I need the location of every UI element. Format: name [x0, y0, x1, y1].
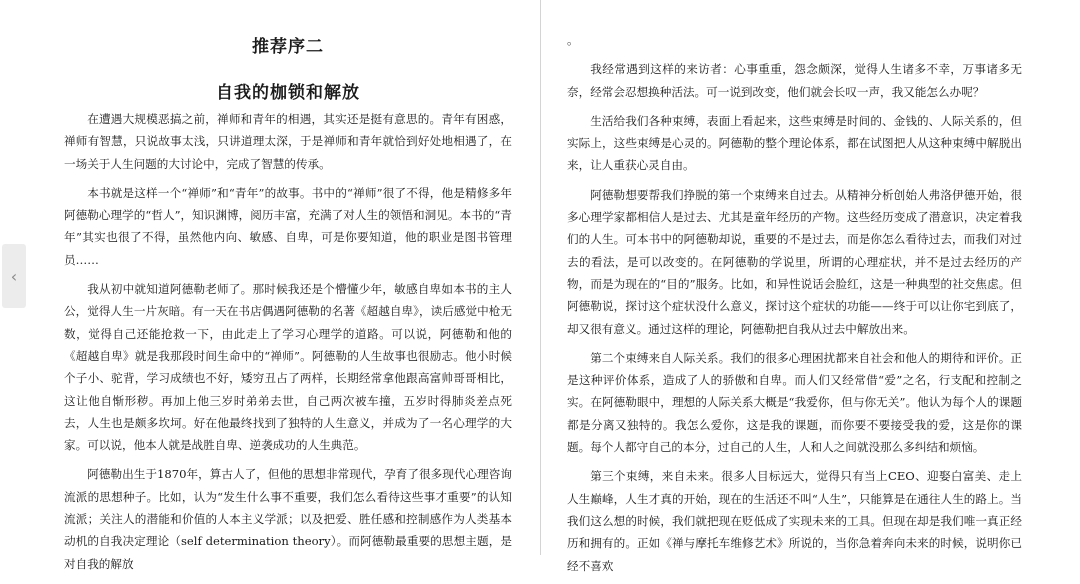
- chapter-title: 自我的枷锁和解放: [216, 83, 360, 103]
- section-pretitle: 推荐序二: [252, 37, 324, 57]
- paragraph: 本书就是这样一个“禅师”和“青年”的故事。书中的“禅师”很了不得，他是精修多年阿德勒心理学的“哲人”，知识渊博，阅历丰富，充满了对人生的领悟和洞见。本书的“青年”其实也很了不得，虽然他内向、敏感、自卑，可是你要知道，他的职业是图书管理员……: [64, 185, 512, 267]
- paragraph: 阿德勒想要帮我们挣脱的第一个束缚来自过去。从精神分析创始人弗洛伊德开始，很多心理学家都相信人是过去、尤其是童年经历的产物。这些经历变成了潜意识，决定着我们的人生。可本书中的阿德勒却说，重要的不是过去，而是你怎么看待过去，而我们对过去的看法，是可以改变的。在阿德勒的学说里，所谓的心理症状，并不是过去经历的产物，而是为现在的“目的”服务。比如，和异性说话会脸红，这是一种典型的社交焦虑。但阿德勒说，探讨这个症状没什么意义，探讨这个症状的功能——终于可以让你宅到底了，却又很有意义。通过这样的理论，阿德勒把自我从过去中解放出来。: [567, 187, 1022, 336]
- left-page-body: [64, 108, 512, 582]
- previous-page-button[interactable]: [2, 244, 26, 308]
- paragraph: 第三个束缚，来自未来。很多人目标远大，觉得只有当上CEO、迎娶白富美、走上人生巅峰，人生才真的开始，现在的生活还不叫“人生”，只能算是在通往人生的路上。当我们这么想的时候，我们就把现在贬低成了实现未来的工具。但现在却是我们唯一真正经历和拥有的。正如《禅与摩托车维修艺术》所说的，当你急着奔向未来的时候，说明你已经不喜欢: [567, 469, 1022, 573]
- right-page: [541, 0, 1080, 573]
- paragraph: 我从初中就知道阿德勒老师了。那时候我还是个懵懂少年，敏感自卑如本书的主人公，觉得人生一片灰暗。有一天在书店偶遇阿德勒的名著《超越自卑》，读后感觉中枪无数，觉得自己还能抢救一下，由此走上了学习心理学的道路。可以说，阿德勒和他的《超越自卑》就是我那段时间生命中的“禅师”。阿德勒的人生故事也很励志。他小时候个子小、驼背，学习成绩也不好，矮穷丑占了两样，长期经常拿他跟高富帅哥哥相比，这让他自惭形秽。再加上他三岁时弟弟去世，自己两次被车撞，五岁时得肺炎差点死去，人生也是颇多坎坷。好在他最终找到了独特的人生意义，并成为了一名心理学的大家。可以说，他本人就是战胜自卑、逆袭成功的人生典范。: [64, 282, 512, 453]
- paragraph: 。: [567, 33, 579, 47]
- paragraph: 在遭遇大规模恶搞之前，禅师和青年的相遇，其实还是挺有意思的。青年有困惑，禅师有智慧，只说故事太浅，只讲道理太深，于是禅师和青年就恰到好处地相遇了，在一场关于人生问题的大讨论中，完成了智慧的传承。: [64, 112, 512, 171]
- left-page: [0, 0, 540, 571]
- chevron-left-icon: ‹: [10, 266, 18, 286]
- paragraph: 生活给我们各种束缚，表面上看起来，这些束缚是时间的、金钱的、人际关系的，但实际上，这些束缚是心灵的。阿德勒的整个理论体系，都在试图把人从这种束缚中解脱出来，让人重获心灵自由。: [567, 113, 1022, 173]
- right-page-body: [567, 29, 1022, 584]
- paragraph: 第二个束缚来自人际关系。我们的很多心理困扰都来自社会和他人的期待和评价。正是这种评价体系，造成了人的骄傲和自卑。而人们又经常借“爱”之名，行支配和控制之实。在阿德勒眼中，理想的人际关系大概是“我爱你，但与你无关”。他认为每个人的课题都是分离又独特的。我怎么爱你，这是我的课题，而你要不要接受我的爱，这是你的课题。每个人都守自己的本分，过自己的人生，人和人之间就没那么多纠结和烦恼。: [567, 350, 1022, 455]
- paragraph: 我经常遇到这样的来访者：心事重重，怨念颇深，觉得人生诸多不幸，万事诸多无奈，经常会忍想换种活法。可一说到改变，他们就会长叹一声，我又能怎么办呢？: [567, 62, 1022, 99]
- paragraph: 阿德勒出生于1870年，算古人了，但他的思想非常现代，孕育了很多现代心理咨询流派的思想种子。比如，认为“发生什么事不重要，我们怎么看待这些事才重要”的认知流派；关注人的潜能和价值的人本主义学派；以及把爱、胜任感和控制感作为人类基本动机的自我决定理论（self determination theory）。而阿德勒最重要的思想主题，是对自我的解放: [64, 467, 512, 571]
